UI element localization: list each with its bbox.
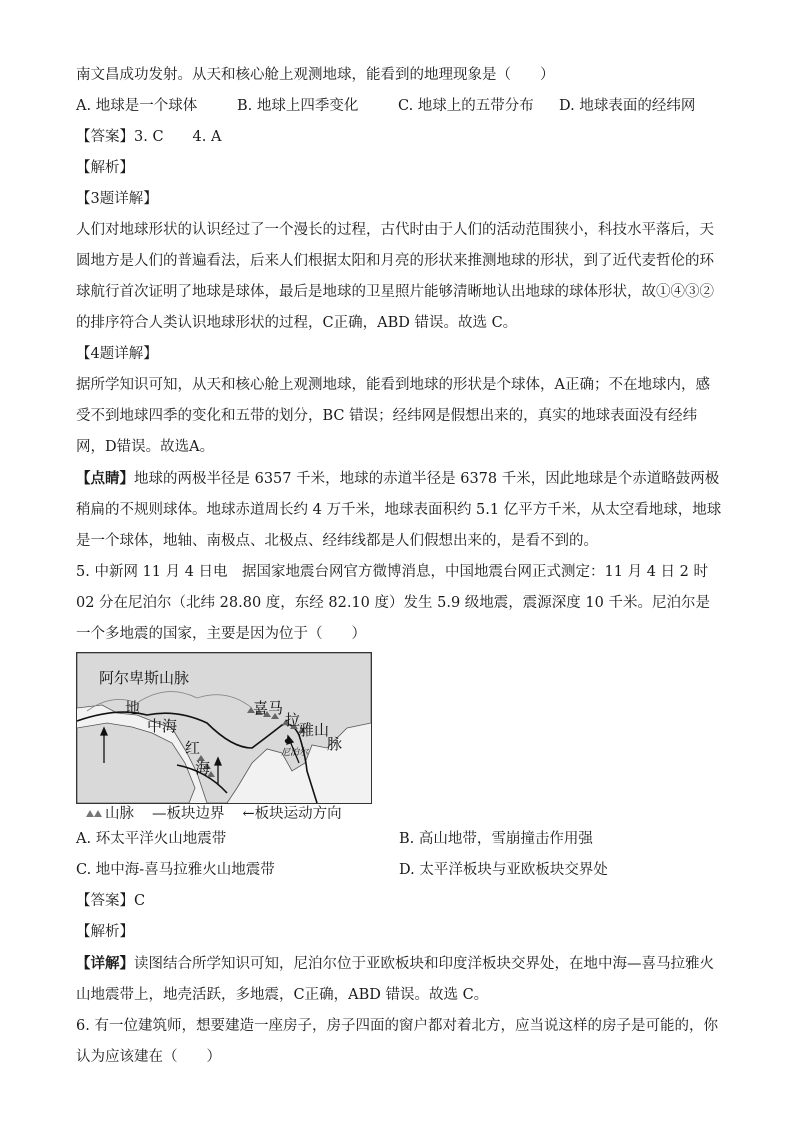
option-5c: C. 地中海-喜马拉雅火山地震带 — [76, 862, 275, 878]
question-5-stem: 5. 中新网 11 月 4 日电 据国家地震台网官方微博消息，中国地震台网正式测定：11 月 4 日 2 时 02 分在尼泊尔（北纬 28.80 度，东经 82.10 度）发生 5.9 级地震，震源深度 10 千米。尼泊尔是一个多地震的国家，主要是因为位于（ ） — [76, 564, 710, 642]
dianjing-text: 地球的两极半径是 6357 千米，地球的赤道半径是 6378 千米，因此地球是个赤道略鼓两极稍扁的不规则球体。地球赤道周长约 4 万千米，地球表面积约 5.1 亿平方千米，从太空看地球，地球是一个球体，地轴、南极点、北极点、经纬线都是人们假想出来的，是看不到的。 — [76, 471, 722, 549]
legend-mountain: 山脉 — [86, 802, 134, 823]
detail-5-paragraph — [76, 948, 722, 1011]
detail-3-text: 人们对地球形状的认识经过了一个漫长的过程，古代时由于人们的活动范围狭小，科技水平落后，天圆地方是人们的普遍看法，后来人们根据太阳和月亮的形状来推测地球的形状，到了近代麦哲伦的环球航行首次证明了地球是球体，最后是地球的卫星照片能够清晰地认出地球的球体形状，故①④③②的排序符合人类认识地球形状的过程，C正确，ABD 错误。故选 C。 — [76, 222, 714, 331]
map-legend — [86, 802, 342, 823]
mountain-symbol-icon — [86, 809, 102, 817]
analysis-5-heading: 【解析】 — [76, 924, 134, 940]
option-d: D. 地球表面的经纬网 — [559, 98, 696, 114]
answer-5: 【答案】C — [76, 893, 146, 909]
legend-direction: ←板块运动方向 — [242, 806, 342, 822]
label-hai: 海 — [195, 759, 211, 777]
plate-map — [76, 652, 372, 804]
option-5a: A. 环太平洋火山地震带 — [76, 831, 227, 847]
label-mai: 脉 — [327, 735, 343, 753]
option-b: B. 地球上四季变化 — [237, 98, 359, 114]
question-5-options-row-2 — [76, 855, 722, 886]
label-nepal: 尼泊尔 — [281, 748, 309, 758]
detail-4-text: 据所学知识可知，从天和核心舱上观测地球，能看到地球的形状是个球体，A正确；不在地球内，感受不到地球四季的变化和五带的划分，BC 错误；经纬网是假想出来的，真实的地球表面没有经纬网，D错误。故选A。 — [76, 377, 710, 455]
nepal-marker — [285, 739, 289, 743]
label-la: 拉 — [285, 711, 301, 729]
question-6-stem: 6. 有一位建筑师，想要建造一座房子，房子四面的窗户都对着北方，应当说这样的房子是可能的，你认为应该建在（ ） — [76, 1018, 718, 1065]
dianjing-tag: 【点睛】 — [76, 470, 134, 487]
option-5d: D. 太平洋板块与亚欧板块交界处 — [399, 862, 608, 878]
label-ximala: 喜马 — [253, 699, 284, 717]
legend-boundary: —板块边界 — [152, 806, 225, 822]
answer-3-4: 【答案】3. C 4. A — [76, 129, 222, 145]
label-di: 地 — [125, 699, 141, 717]
detail-5-tag: 【详解】 — [76, 955, 134, 972]
document-page — [76, 60, 722, 1073]
option-a: A. 地球是一个球体 — [76, 98, 198, 114]
label-hong: 红 — [185, 739, 201, 757]
option-c: C. 地球上的五带分布 — [398, 98, 534, 114]
question-5-options-row-1 — [76, 824, 722, 855]
detail-3-heading: 【3题详解】 — [76, 191, 158, 207]
label-zhonghai: 中海 — [147, 717, 178, 735]
option-5b: B. 高山地带，雪崩撞击作用强 — [399, 831, 593, 847]
label-ya-shan: 雅山 — [299, 721, 330, 739]
detail-4-heading: 【4题详解】 — [76, 346, 158, 362]
plate-map-figure — [76, 652, 372, 824]
dianjing-paragraph — [76, 463, 722, 557]
analysis-heading: 【解析】 — [76, 160, 134, 176]
question-4-stem: 南文昌成功发射。从天和核心舱上观测地球，能看到的地理现象是（ ） — [76, 67, 555, 83]
detail-5-text: 读图结合所学知识可知，尼泊尔位于亚欧板块和印度洋板块交界处，在地中海—喜马拉雅火山地震带上，地壳活跃，多地震，C正确，ABD 错误。故选 C。 — [76, 956, 714, 1003]
label-alps: 阿尔卑斯山脉 — [99, 669, 190, 687]
question-4-options — [76, 91, 722, 122]
